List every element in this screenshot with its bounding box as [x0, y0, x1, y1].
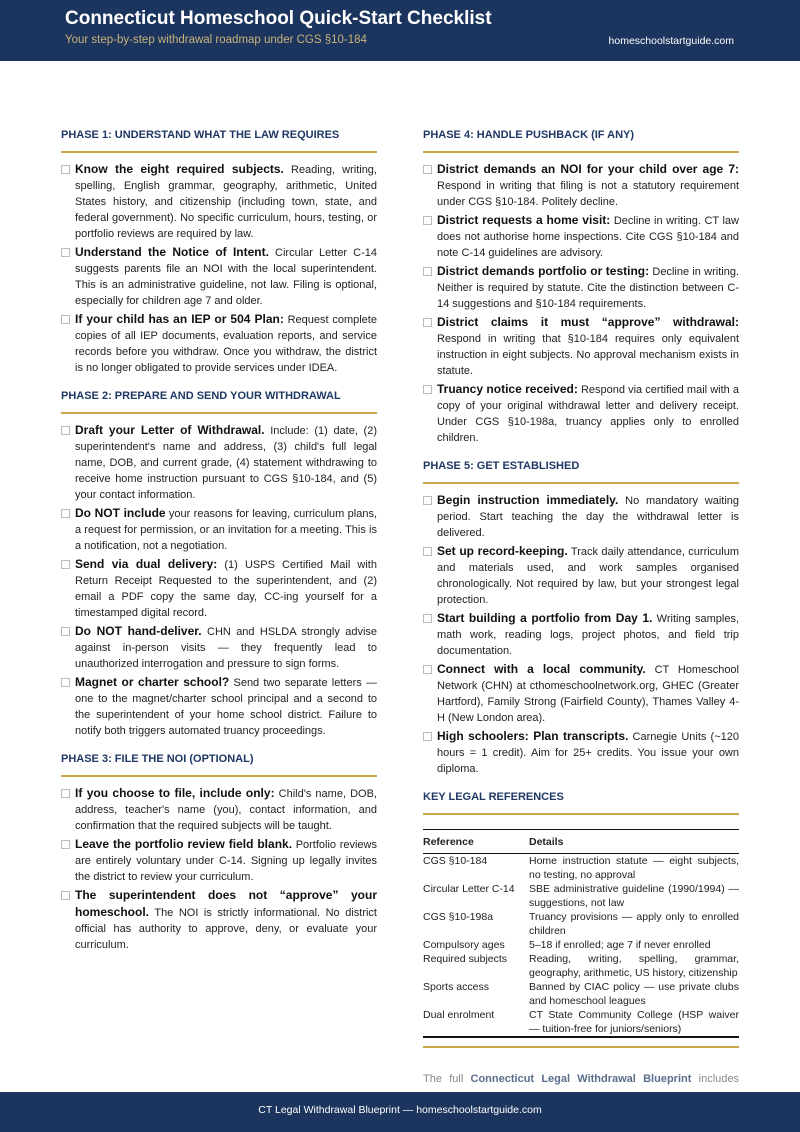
- checklist-item: [61, 623, 377, 672]
- item-title: Do NOT hand-deliver.: [75, 624, 202, 638]
- checkbox[interactable]: [61, 560, 70, 569]
- item-text: Respond via certified mail with a copy of your original withdrawal letter and delivery receipt. Under CGS §10-198a, truancy applies only to enrolled children.: [437, 384, 739, 444]
- details-cell: CT State Community College (HSP waiver — tuition-free for juniors/seniors): [529, 1009, 739, 1035]
- right-column: [423, 129, 739, 1062]
- details-cell: Banned by CIAC policy — use private clubs and homeschool leagues: [529, 981, 739, 1007]
- item-text: Include: (1) date, (2) superintendent's name and address, (3) child's full legal name, DOB, and current grade, (4) statement withdrawing to receive home instruction pursuant to CGS §10-184, and (5) your contact information.: [75, 425, 377, 501]
- reference-cell: Sports access: [423, 981, 489, 993]
- checkbox[interactable]: [423, 614, 432, 623]
- checkbox[interactable]: [61, 789, 70, 798]
- checklist-item: [61, 505, 377, 554]
- checklist-item: [423, 610, 739, 659]
- table-row: [423, 910, 739, 938]
- checkbox[interactable]: [61, 840, 70, 849]
- phase-section: [61, 753, 377, 953]
- item-title: Do NOT include: [75, 506, 166, 520]
- item-text: CT Homeschool Network (CHN) at cthomeschoolnetwork.org, GHEC (Greater Hartford), Family Strong (Fairfield County), Thames Valley 4-H (New London area).: [437, 664, 739, 724]
- item-title: District claims it must “approve” withdrawal:: [437, 315, 739, 329]
- phase-section: [423, 129, 739, 446]
- item-title: Begin instruction immediately.: [437, 493, 619, 507]
- checklist-item: [423, 661, 739, 726]
- divider: [423, 1046, 739, 1048]
- checklist-item: [423, 212, 739, 261]
- phase-heading: PHASE 3: FILE THE NOI (OPTIONAL): [61, 753, 377, 777]
- reference-cell: Dual enrolment: [423, 1009, 495, 1021]
- item-text: Decline in writing. Neither is required by statute. Cite the distinction between C-14 suggestions and §10-184 requirements.: [437, 266, 740, 310]
- table-row: [423, 938, 739, 952]
- checkbox[interactable]: [423, 267, 432, 276]
- item-text: Respond in writing that filing is not a statutory requirement under CGS §10-184. Politely decline.: [437, 180, 739, 208]
- phase-section: [61, 129, 377, 376]
- teaser-text: includes: [698, 1073, 739, 1085]
- checklist-item: [423, 381, 739, 446]
- checkbox[interactable]: [423, 732, 432, 741]
- table-row: [423, 882, 739, 910]
- page-subtitle: Your step-by-step withdrawal roadmap under CGS §10-184: [65, 34, 367, 46]
- checklist-item: [423, 161, 739, 210]
- details-cell: SBE administrative guideline (1990/1994) — suggestions, not law: [529, 883, 739, 909]
- checklist-item: [61, 785, 377, 834]
- reference-cell: Compulsory ages: [423, 939, 505, 951]
- references-table: [423, 829, 739, 1038]
- phase-section: [423, 460, 739, 777]
- column-header-reference: Reference: [423, 830, 529, 854]
- table-row: [423, 854, 739, 883]
- blueprint-link[interactable]: Connecticut Legal Withdrawal Blueprint: [470, 1073, 692, 1085]
- page-title: Connecticut Homeschool Quick-Start Checklist: [65, 8, 492, 29]
- item-text: Track daily attendance, curriculum and materials used, and work samples organised chronologically. Not required by law, but your strongest legal protection.: [437, 546, 740, 606]
- checklist-item: [61, 311, 377, 376]
- item-text: No mandatory waiting period. Start teaching the day the withdrawal letter is delivered.: [437, 495, 740, 539]
- details-cell: 5–18 if enrolled; age 7 if never enrolled: [529, 939, 711, 951]
- checkbox[interactable]: [423, 496, 432, 505]
- checkbox[interactable]: [61, 426, 70, 435]
- checklist-item: [61, 836, 377, 885]
- item-title: Send via dual delivery:: [75, 557, 218, 571]
- checklist-item: [423, 314, 739, 379]
- item-text: Request complete copies of all IEP documents, evaluation reports, and service records before you withdraw. Once you withdraw, the district is no longer obligated to provide services under IDEA.: [75, 314, 377, 374]
- item-title: High schoolers: Plan transcripts.: [437, 729, 629, 743]
- item-text: Circular Letter C-14 suggests parents file an NOI with the local superintendent. This is an administrative guideline, not law. Filing is optional, especially for children age 7 and older.: [75, 247, 377, 307]
- item-title: Truancy notice received:: [437, 382, 578, 396]
- item-title: If your child has an IEP or 504 Plan:: [75, 312, 284, 326]
- item-text: Portfolio reviews are entirely voluntary under C-14. Signing up legally invites the district to review your curriculum.: [75, 839, 377, 883]
- checkbox[interactable]: [423, 385, 432, 394]
- references-heading: KEY LEGAL REFERENCES: [423, 791, 739, 815]
- reference-cell: Required subjects: [423, 953, 508, 965]
- item-title: Leave the portfolio review field blank.: [75, 837, 293, 851]
- references-section: [423, 791, 739, 1048]
- checkbox[interactable]: [61, 509, 70, 518]
- item-text: Child's name, DOB, address, teacher's name (you), contact information, and confirmation that the required subjects will be taught.: [75, 788, 377, 832]
- left-column: [61, 129, 377, 967]
- checklist-item: [423, 492, 739, 541]
- item-text: Writing samples, math work, reading logs, project photos, and field trip documentation.: [437, 613, 739, 657]
- blueprint-teaser: [423, 1073, 739, 1085]
- checkbox[interactable]: [423, 318, 432, 327]
- checklist-item: [61, 161, 377, 242]
- details-cell: Truancy provisions — apply only to enrolled children: [529, 911, 739, 937]
- checklist-item: [61, 244, 377, 309]
- checklist-item: [61, 674, 377, 739]
- reference-cell: CGS §10-198a: [423, 911, 494, 923]
- phase-heading: PHASE 4: HANDLE PUSHBACK (IF ANY): [423, 129, 739, 153]
- details-cell: Home instruction statute — eight subjects, no testing, no approval: [529, 855, 739, 881]
- item-title: If you choose to file, include only:: [75, 786, 275, 800]
- checklist-item: [423, 543, 739, 608]
- checkbox[interactable]: [423, 665, 432, 674]
- table-row: [423, 1008, 739, 1037]
- checkbox[interactable]: [423, 216, 432, 225]
- checklist-item: [61, 887, 377, 953]
- site-url: homeschoolstartguide.com: [608, 35, 734, 47]
- item-text: Send two separate letters — one to the magnet/charter school principal and a second to the superintendent of your home school district. Failure to notify both triggers automated truancy proceedings.: [75, 677, 377, 737]
- checklist-item: [61, 422, 377, 503]
- checkbox[interactable]: [61, 678, 70, 687]
- item-title: District requests a home visit:: [437, 213, 611, 227]
- item-text: your reasons for leaving, curriculum plans, a request for permission, or an invitation for a meeting. This is a notification, not a negotiation.: [75, 508, 377, 552]
- checkbox[interactable]: [61, 891, 70, 900]
- item-title: Understand the Notice of Intent.: [75, 245, 269, 259]
- item-text: Decline in writing. CT law does not authorise home inspections. Cite CGS §10-184 and note C-14 guidelines are advisory.: [437, 215, 739, 259]
- checklist-item: [423, 728, 739, 777]
- table-row: [423, 952, 739, 980]
- reference-cell: CGS §10-184: [423, 855, 488, 867]
- phase-section: [61, 390, 377, 739]
- checkbox[interactable]: [61, 627, 70, 636]
- item-title: The superintendent does not “approve” your homeschool.: [75, 888, 377, 919]
- checkbox[interactable]: [61, 315, 70, 324]
- item-title: Connect with a local community.: [437, 662, 646, 676]
- table-row: [423, 980, 739, 1008]
- item-title: District demands an NOI for your child over age 7:: [437, 162, 739, 176]
- item-text: Carnegie Units (~120 hours = 1 credit). Aim for 25+ credits. You issue your own diploma.: [437, 731, 739, 775]
- item-title: Magnet or charter school?: [75, 675, 230, 689]
- reference-cell: Circular Letter C-14: [423, 883, 515, 895]
- item-title: Know the eight required subjects.: [75, 162, 284, 176]
- details-cell: Reading, writing, spelling, grammar, geography, arithmetic, US history, citizenship: [529, 953, 739, 979]
- checkbox[interactable]: [423, 547, 432, 556]
- item-text: CHN and HSLDA strongly advise against in-person visits — they frequently lead to unauthorized interrogation and pressure to sign forms.: [75, 626, 378, 670]
- checkbox[interactable]: [61, 165, 70, 174]
- item-text: (1) USPS Certified Mail with Return Receipt Requested to the superintendent, and (2) email a PDF copy the same day, CC-ing yourself for a timestamped digital record.: [75, 559, 377, 619]
- phase-heading: PHASE 1: UNDERSTAND WHAT THE LAW REQUIRES: [61, 129, 377, 153]
- checkbox[interactable]: [423, 165, 432, 174]
- item-text: Respond in writing that §10-184 requires only equivalent instruction in eight subjects. No approval mechanism exists in statute.: [437, 333, 739, 377]
- phase-heading: PHASE 2: PREPARE AND SEND YOUR WITHDRAWAL: [61, 390, 377, 414]
- page-footer: CT Legal Withdrawal Blueprint — homeschoolstartguide.com: [0, 1092, 800, 1132]
- item-title: Set up record-keeping.: [437, 544, 568, 558]
- page-header: [0, 0, 800, 61]
- item-title: District demands portfolio or testing:: [437, 264, 650, 278]
- column-header-details: Details: [529, 830, 739, 854]
- teaser-text: The full: [423, 1073, 464, 1085]
- phase-heading: PHASE 5: GET ESTABLISHED: [423, 460, 739, 484]
- checkbox[interactable]: [61, 248, 70, 257]
- checklist-item: [61, 556, 377, 621]
- item-text: The NOI is strictly informational. No district official has authority to approve, deny, or evaluate your curriculum.: [75, 907, 377, 951]
- item-title: Start building a portfolio from Day 1.: [437, 611, 653, 625]
- item-title: Draft your Letter of Withdrawal.: [75, 423, 265, 437]
- item-text: Reading, writing, spelling, English grammar, geography, arithmetic, United States history, and citizenship (including town, state, and federal government). No specific curriculum, hours, testing, or portfolio reviews are required by law.: [75, 164, 377, 240]
- checklist-item: [423, 263, 739, 312]
